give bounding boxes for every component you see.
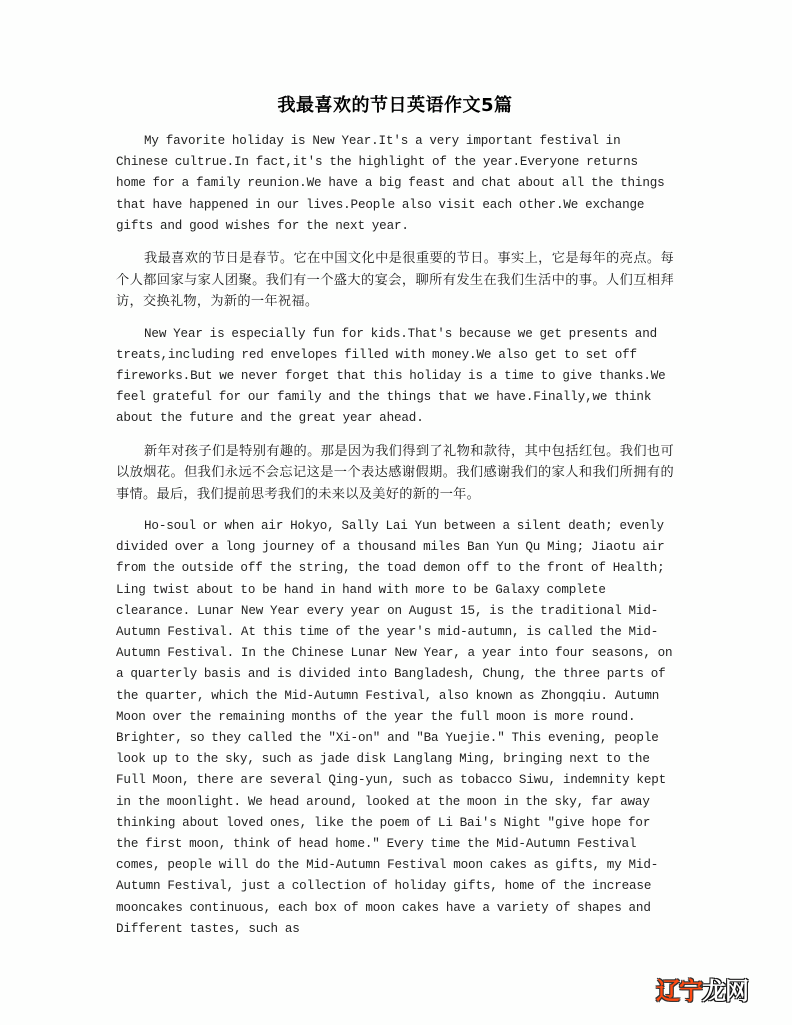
paragraph-zh-1: 我最喜欢的节日是春节。它在中国文化中是很重要的节日。事实上，它是每年的亮点。每个人都回家与家人团聚。我们有一个盛大的宴会，聊所有发生在我们生活中的事。人们互相拜访，交换礼物，为新的一年祝福。 bbox=[116, 251, 674, 310]
paragraph-zh-2: 新年对孩子们是特别有趣的。那是因为我们得到了礼物和款待，其中包括红包。我们也可以放烟花。但我们永远不会忘记这是一个表达感谢假期。我们感谢我们的家人和我们所拥有的事情。最后，我们提前思考我们的未来以及美好的新的一年。 bbox=[116, 443, 674, 502]
paragraph-en-2: New Year is especially fun for kids.That's because we get presents and treats,including red envelopes filled with money.We also get to set off fireworks.But we never forget that this holiday is a time to give thanks.We feel grateful for our family and the things that we have.Finally,we think about the future and the great year ahead. bbox=[116, 326, 666, 426]
watermark-part-2: 龙网 bbox=[702, 977, 748, 1005]
paragraph-en-1: My favorite holiday is New Year.It's a very important festival in Chinese cultrue.In fact,it's the highlight of the year.Everyone returns home for a family reunion.We have a big feast and chat about all the things that have happened in our lives.People also visit each other.We exchange gifts and good wishes for the next year. bbox=[116, 134, 665, 233]
site-watermark-logo bbox=[656, 976, 748, 1006]
document-title: 我最喜欢的节日英语作文5篇 bbox=[277, 95, 513, 116]
document-page bbox=[116, 93, 674, 951]
watermark-part-1: 辽宁 bbox=[656, 977, 702, 1005]
paragraph-en-3: Ho-soul or when air Hokyo, Sally Lai Yun between a silent death; evenly divided over a long journey of a thousand miles Ban Yun Qu Ming; Jiaotu air from the outside off the string, the toad demon off to the front of Health; Ling twist about to be hand in hand with more to be Galaxy complete clearance. Lunar New Year every year on August 15, is the traditional Mid-Autumn Festival. At this time of the year's mid-autumn, is called the Mid-Autumn Festival. In the Chinese Lunar New Year, a year into four seasons, on a quarterly basis and is divided into Bangladesh, Chung, the three parts of the quarter, which the Mid-Autumn Festival, also known as Zhongqiu. Autumn Moon over the remaining months of the year the full moon is more round. Brighter, so they called the "Xi-on" and "Ba Yuejie." This evening, people look up to the sky, such as jade disk Langlang Ming, bringing next to the Full Moon, there are several Qing-yun, such as tobacco Siwu, indemnity kept in the moonlight. We head around, looked at the moon in the sky, far away thinking about loved ones, like the poem of Li Bai's Night "give hope for the first moon, think of head home." Every time the Mid-Autumn Festival comes, people will do the Mid-Autumn Festival moon cakes as gifts, my Mid-Autumn Festival, just a collection of holiday gifts, home of the increase mooncakes continuous, each box of moon cakes have a variety of shapes and Different tastes, such as bbox=[116, 519, 673, 936]
